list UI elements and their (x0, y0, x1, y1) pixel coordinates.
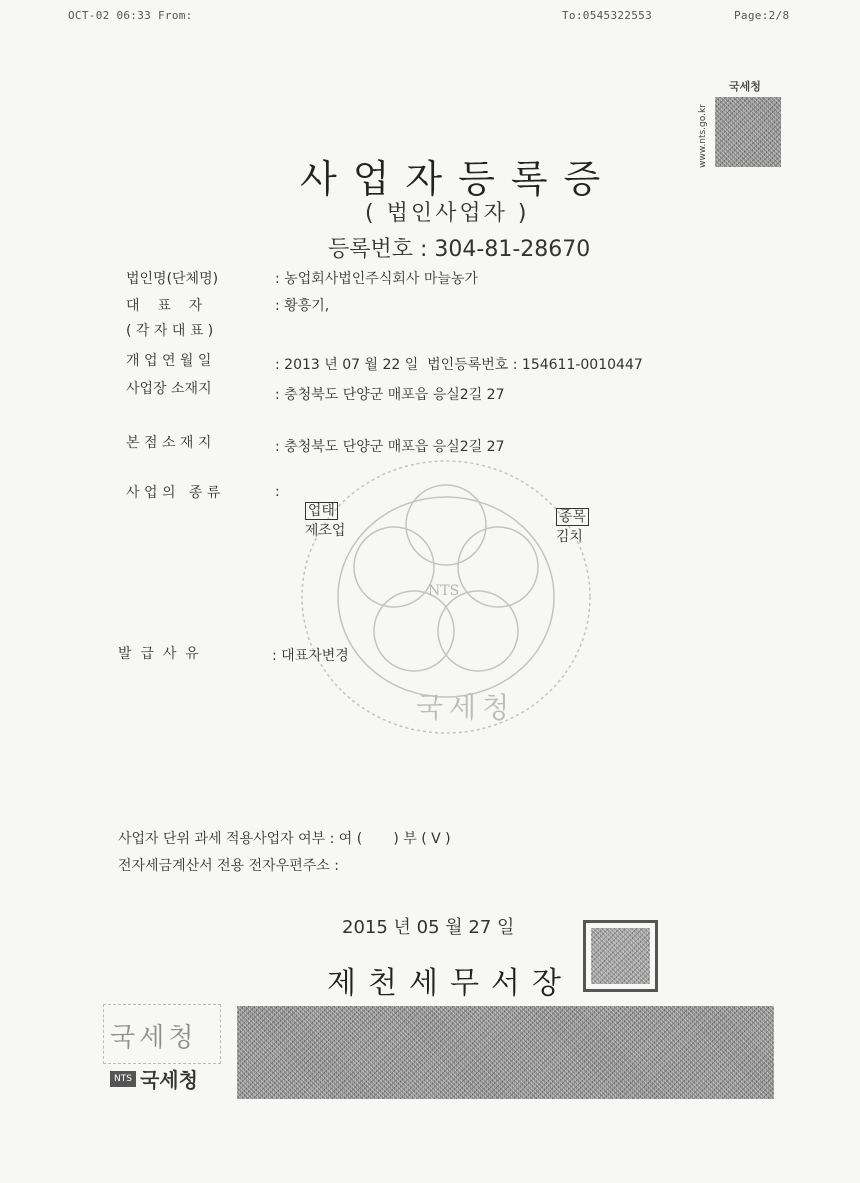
fax-header-center: To:0545322553 (562, 9, 652, 22)
field-label-head-office: 본 점 소 재 지 (126, 435, 212, 451)
issuer-name: 제천세무서장 (327, 966, 573, 1001)
seal-center-text: NTS (428, 583, 460, 599)
field-value-opening-date: : 2013 년 07 월 22 일 법인등록번호 : 154611-0010447 (275, 357, 643, 373)
field-label-opening-date: 개 업 연 월 일 (126, 353, 212, 369)
business-item-tag: 종목 (556, 508, 589, 526)
field-value-head-office: : 충청북도 단양군 매포읍 응실2길 27 (275, 439, 505, 455)
business-category-tag: 업태 (305, 502, 338, 520)
nts-qr-code (693, 75, 788, 173)
seal-bottom-text: 국세청 (416, 691, 516, 724)
page-title: 사업자등록증 (300, 157, 617, 201)
fax-header-right: Page:2/8 (734, 9, 790, 22)
field-label-joint-representative: ( 각 자 대 표 ) (126, 323, 214, 339)
nts-footer-stamp (103, 1004, 221, 1064)
field-value-corporate-name: : 농업회사법인주식회사 마늘농가 (275, 271, 478, 287)
field-label-business-address: 사업장 소재지 (126, 381, 212, 397)
business-item (538, 490, 589, 562)
nts-footer-logo-text: 국세청 (139, 1068, 198, 1092)
tax-unit-line: 사업자 단위 과세 적용사업자 여부 : 여 ( ) 부 ( V ) (118, 831, 451, 847)
business-category-value: 제조업 (304, 523, 346, 539)
official-seal-icon (583, 920, 658, 992)
email-line: 전자세금계산서 전용 전자우편주소 : (118, 858, 339, 874)
nts-logo-label: 국세청 (729, 80, 761, 93)
business-category (287, 484, 345, 556)
field-value-business-address: : 충청북도 단양군 매포읍 응실2길 27 (275, 387, 505, 403)
business-item-value: 김치 (555, 529, 583, 545)
field-label-representative: 대 표 자 (126, 298, 203, 314)
issue-date: 2015 년 05 월 27 일 (342, 917, 515, 938)
nts-footer-logo (110, 1064, 198, 1093)
qr-pattern-icon (715, 97, 781, 167)
nts-logo-icon: NTS (110, 1071, 136, 1087)
official-seal-pattern (591, 928, 650, 984)
field-label-corporate-name: 법인명(단체명) (126, 271, 219, 287)
footer-stamp-text: 국세청 (110, 1023, 198, 1053)
field-label-business-type: 사 업 의 종 류 (126, 485, 221, 501)
field-value-representative: : 황흥기, (275, 298, 330, 314)
page-subtitle: ( 법인사업자 ) (365, 201, 530, 226)
fax-header-left: OCT-02 06:33 From: (68, 9, 193, 22)
security-barcode-pattern (237, 1006, 774, 1099)
business-type-colon: : (275, 484, 280, 500)
field-label-issue-reason: 발 급 사 유 (118, 646, 199, 662)
registration-number: 등록번호 : 304-81-28670 (328, 237, 591, 262)
nts-url: www.nts.go.kr (697, 104, 708, 168)
field-value-issue-reason: : 대표자변경 (272, 648, 349, 664)
